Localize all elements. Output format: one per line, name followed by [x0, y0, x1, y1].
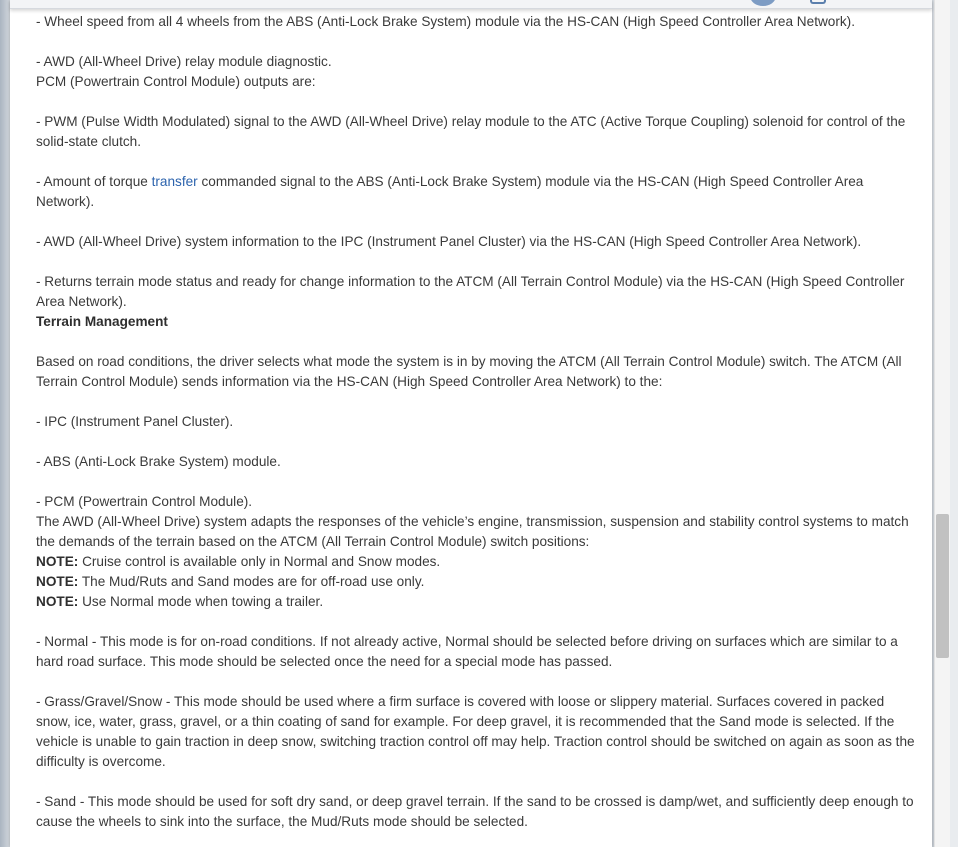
awd-relay-diagnostic-item: - AWD (All-Wheel Drive) relay module diagnostic. — [36, 54, 332, 69]
document-content — [36, 12, 916, 832]
awd-info-to-ipc-item: - AWD (All-Wheel Drive) system information to the IPC (Instrument Panel Cluster) via the HS-CAN (High Speed Controller Area Network). — [36, 234, 862, 249]
scrollbar-thumb[interactable] — [936, 514, 949, 658]
note-label: NOTE: — [36, 574, 79, 589]
transfer-link[interactable]: transfer — [151, 174, 198, 189]
normal-mode-item: - Normal - This mode is for on-road conditions. If not already active, Normal should be selected before driving on surfaces which are similar to a hard road surface. This mode should be selected once the need for a special mode has passed. — [36, 634, 898, 669]
terrain-management-heading: Terrain Management — [36, 314, 168, 329]
pcm-item: - PCM (Powertrain Control Module). — [36, 494, 253, 509]
abs-module-item: - ABS (Anti-Lock Brake System) module. — [36, 454, 281, 469]
scrollbar-track[interactable] — [934, 0, 951, 847]
awd-adapts-description: The AWD (All-Wheel Drive) system adapts the responses of the vehicle’s engine, transmission, suspension and stability control systems to match the demands of the terrain based on the ATCM (All Terrain Control Module) switch positions: — [36, 514, 909, 549]
spacer — [36, 92, 916, 112]
note-text: The Mud/Ruts and Sand modes are for off-road use only. — [78, 574, 425, 589]
spacer — [36, 672, 916, 692]
right-window-edge — [950, 0, 958, 847]
torque-transfer-text-start: - Amount of torque — [36, 174, 152, 189]
grass-gravel-snow-mode-item: - Grass/Gravel/Snow - This mode should be used where a firm surface is covered with loose or slippery material. Surfaces covered in packed snow, ice, water, grass, gravel, or a thin coating of sand for example. For deep gravel, it is recommended that the Sand mode is selected. If the vehicle is unable to gain traction in deep snow, switching traction control off may help. Traction control should be switched on again as soon as the difficulty is overcome. — [36, 694, 915, 769]
note-text: Use Normal mode when towing a trailer. — [78, 594, 324, 609]
terrain-management-description: Based on road conditions, the driver selects what mode the system is in by moving the ATCM (All Terrain Control Module) switch. The ATCM (All Terrain Control Module) sends information via the HS-CAN (High Speed Controller Area Network) to the: — [36, 354, 902, 389]
note-off-road-modes — [36, 572, 916, 592]
torque-transfer-text-end: commanded signal to the ABS (Anti-Lock Brake System) module via the HS-CAN (High Speed Controller Area Network). — [36, 174, 864, 209]
pcm-outputs-intro: PCM (Powertrain Control Module) outputs are: — [36, 74, 316, 89]
document-icon[interactable] — [810, 0, 826, 4]
terrain-mode-status-item: - Returns terrain mode status and ready for change information to the ATCM (All Terrain Control Module) via the HS-CAN (High Speed Controller Area Network). — [36, 274, 905, 309]
spacer — [36, 332, 916, 352]
document-panel — [10, 0, 932, 847]
spacer — [36, 252, 916, 272]
spacer — [36, 152, 916, 172]
spacer — [36, 392, 916, 412]
spacer — [36, 32, 916, 52]
spacer — [36, 212, 916, 232]
note-text: Cruise control is available only in Normal and Snow modes. — [78, 554, 441, 569]
wheel-speed-input-item: - Wheel speed from all 4 wheels from the ABS (Anti-Lock Brake System) module via the HS-CAN (High Speed Controller Area Network). — [36, 14, 855, 29]
sand-mode-item: - Sand - This mode should be used for soft dry sand, or deep gravel terrain. If the sand to be crossed is damp/wet, and sufficiently deep enough to cause the wheels to sink into the surface, the Mud/Ruts mode should be selected. — [36, 794, 914, 829]
ipc-item: - IPC (Instrument Panel Cluster). — [36, 414, 234, 429]
torque-transfer-item — [36, 172, 916, 212]
note-towing — [36, 592, 916, 612]
pwm-signal-item: - PWM (Pulse Width Modulated) signal to the AWD (All-Wheel Drive) relay module to the ATC (Active Torque Coupling) solenoid for control of the solid-state clutch. — [36, 114, 906, 149]
top-toolbar — [10, 0, 932, 9]
avatar-icon[interactable] — [750, 0, 776, 6]
note-label: NOTE: — [36, 594, 79, 609]
spacer — [36, 472, 916, 492]
spacer — [36, 612, 916, 632]
note-label: NOTE: — [36, 554, 79, 569]
spacer — [36, 432, 916, 452]
spacer — [36, 772, 916, 792]
note-cruise-control — [36, 552, 916, 572]
left-window-edge — [0, 0, 10, 847]
